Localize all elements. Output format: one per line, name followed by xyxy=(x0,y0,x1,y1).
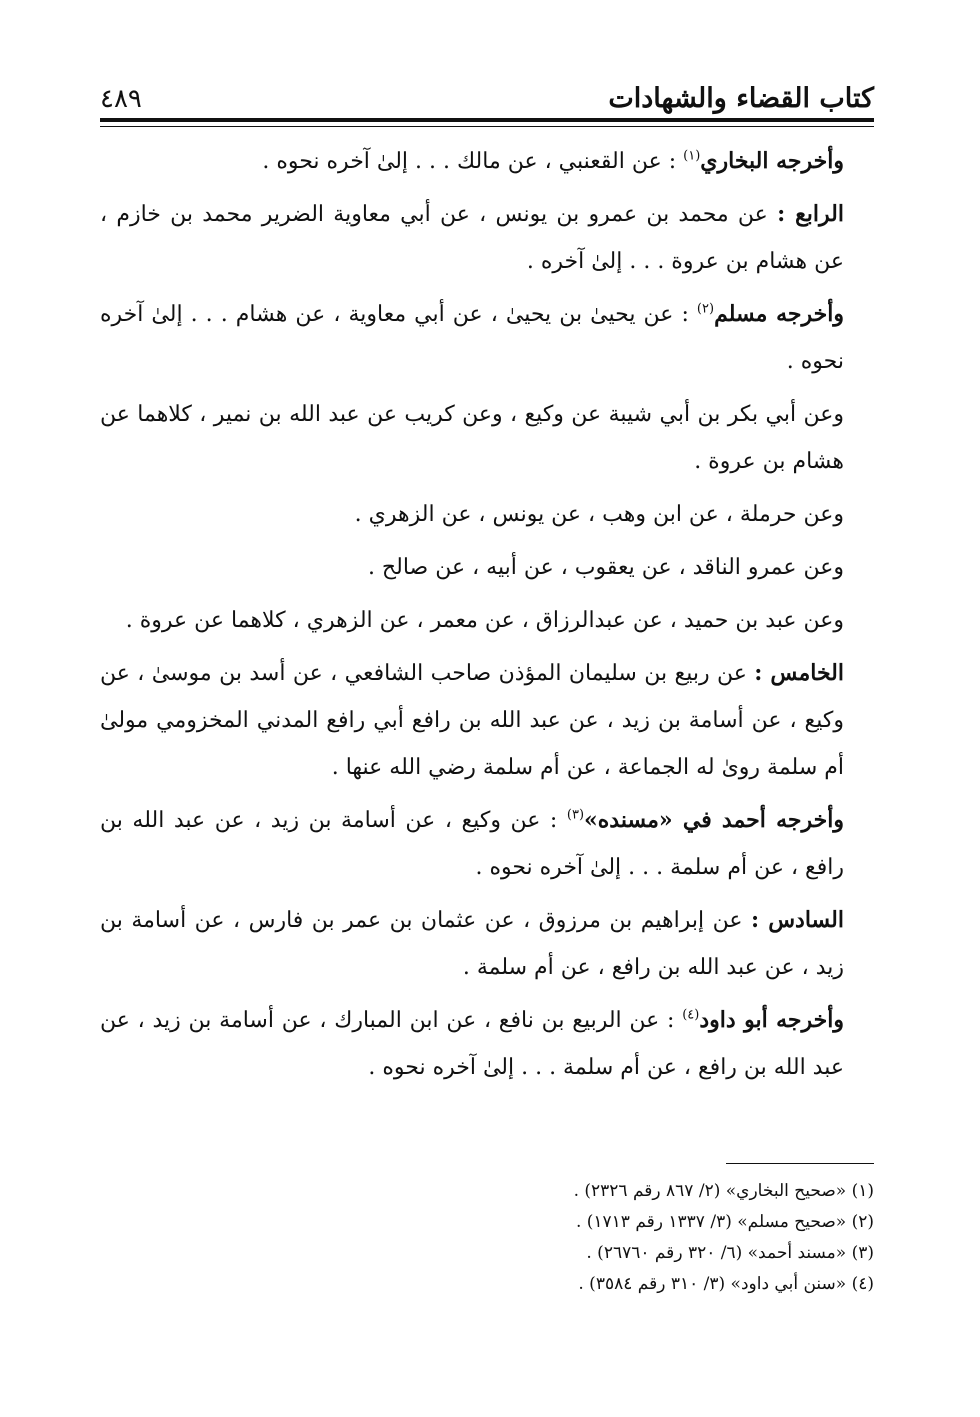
paragraph-text: : عن القعنبي ، عن مالك . . . إلىٰ آخره نحوه . xyxy=(262,149,684,174)
paragraph-text: : عن يحيىٰ بن يحيىٰ ، عن أبي معاوية ، عن هشام . . . إلىٰ آخره نحوه . xyxy=(100,302,844,374)
footnote: (١) «صحيح البخاري» (٢/ ٨٦٧ رقم ٢٣٢٦) . xyxy=(573,1181,874,1201)
footnote-ref: (٤) xyxy=(682,1007,700,1023)
footnote: (٤) «سنن أبي داود» (٣/ ٣١٠ رقم ٣٥٨٤) . xyxy=(578,1274,874,1294)
paragraph-text: عن إبراهيم بن مرزوق ، عن عثمان بن عمر بن فارس ، عن أسامة بن زيد ، عن عبد الله بن رافع ، عن أم سلمة . xyxy=(100,908,844,980)
footnote-ref: (٣) xyxy=(566,807,585,823)
header-rule-thick xyxy=(100,118,874,122)
paragraph-text: عن محمد بن عمرو بن يونس ، عن أبي معاوية الضرير محمد بن خازم ، عن هشام بن عروة . . . إلىٰ آخره . xyxy=(100,202,844,274)
paragraph-lead: وأخرجه أبو داود xyxy=(699,1007,844,1033)
footnote-ref: (١) xyxy=(683,148,701,164)
paragraph xyxy=(100,391,874,485)
main-text xyxy=(100,138,874,1097)
paragraph xyxy=(100,997,874,1091)
footnote: (٣) «مسند أحمد» (٦/ ٣٢٠ رقم ٢٦٧٦٠) . xyxy=(586,1243,874,1263)
paragraph-text: : عن وكيع ، عن أسامة بن زيد ، عن عبد الله بن رافع ، عن أم سلمة . . . إلىٰ آخره نحوه . xyxy=(100,808,844,880)
footnote-ref: (٢) xyxy=(696,301,715,317)
paragraph xyxy=(100,291,874,385)
paragraph-text: وعن عمرو الناقد ، عن يعقوب ، عن أبيه ، عن صالح . xyxy=(367,555,844,580)
paragraph-text: عن ربيع بن سليمان المؤذن صاحب الشافعي ، عن أسد بن موسىٰ ، عن وكيع ، عن أسامة بن زيد ، عن عبد الله بن رافع أبي رافع المدني المخزومي مولىٰ أم سلمة روىٰ له الجماعة ، عن أم سلمة رضي الله عنها . xyxy=(100,661,844,780)
paragraph-text: وعن عبد بن حميد ، عن عبدالرزاق ، عن معمر ، عن الزهري ، كلاهما عن عروة . xyxy=(125,608,844,633)
footnote: (٢) «صحيح مسلم» (٣/ ١٣٣٧ رقم ١٧١٣) . xyxy=(575,1212,874,1232)
paragraph xyxy=(100,797,874,891)
paragraph xyxy=(100,897,874,991)
paragraph xyxy=(100,138,874,185)
running-header xyxy=(100,62,874,114)
header-rule-thin xyxy=(100,126,874,127)
paragraph-lead: وأخرجه البخاري xyxy=(700,148,844,174)
footnote-separator xyxy=(726,1163,874,1164)
paragraph xyxy=(100,544,874,591)
chapter-title: كتاب القضاء والشهادات xyxy=(608,83,874,114)
paragraph-text: وعن حرملة ، عن ابن وهب ، عن يونس ، عن الزهري . xyxy=(354,502,844,527)
paragraph-text: وعن أبي بكر بن أبي شيبة عن وكيع ، وعن كريب عن عبد الله بن نمير ، كلاهما عن هشام بن عروة . xyxy=(100,402,844,474)
paragraph-lead: وأخرجه أحمد في «مسنده» xyxy=(584,807,844,833)
paragraph xyxy=(100,491,874,538)
paragraph-lead: الخامس : xyxy=(754,660,844,686)
footnotes xyxy=(100,1176,874,1300)
paragraph xyxy=(100,597,874,644)
paragraph-lead: وأخرجه مسلم xyxy=(714,301,844,327)
paragraph xyxy=(100,191,874,285)
paragraph-lead: السادس : xyxy=(750,907,844,933)
paragraph xyxy=(100,650,874,791)
paragraph-lead: الرابع : xyxy=(777,201,844,227)
paragraph-text: : عن الربيع بن نافع ، عن ابن المبارك ، عن أسامة بن زيد ، عن عبد الله بن رافع ، عن أم سلمة . . . إلىٰ آخره نحوه . xyxy=(100,1008,844,1080)
page-number: ٤٨٩ xyxy=(100,84,142,114)
